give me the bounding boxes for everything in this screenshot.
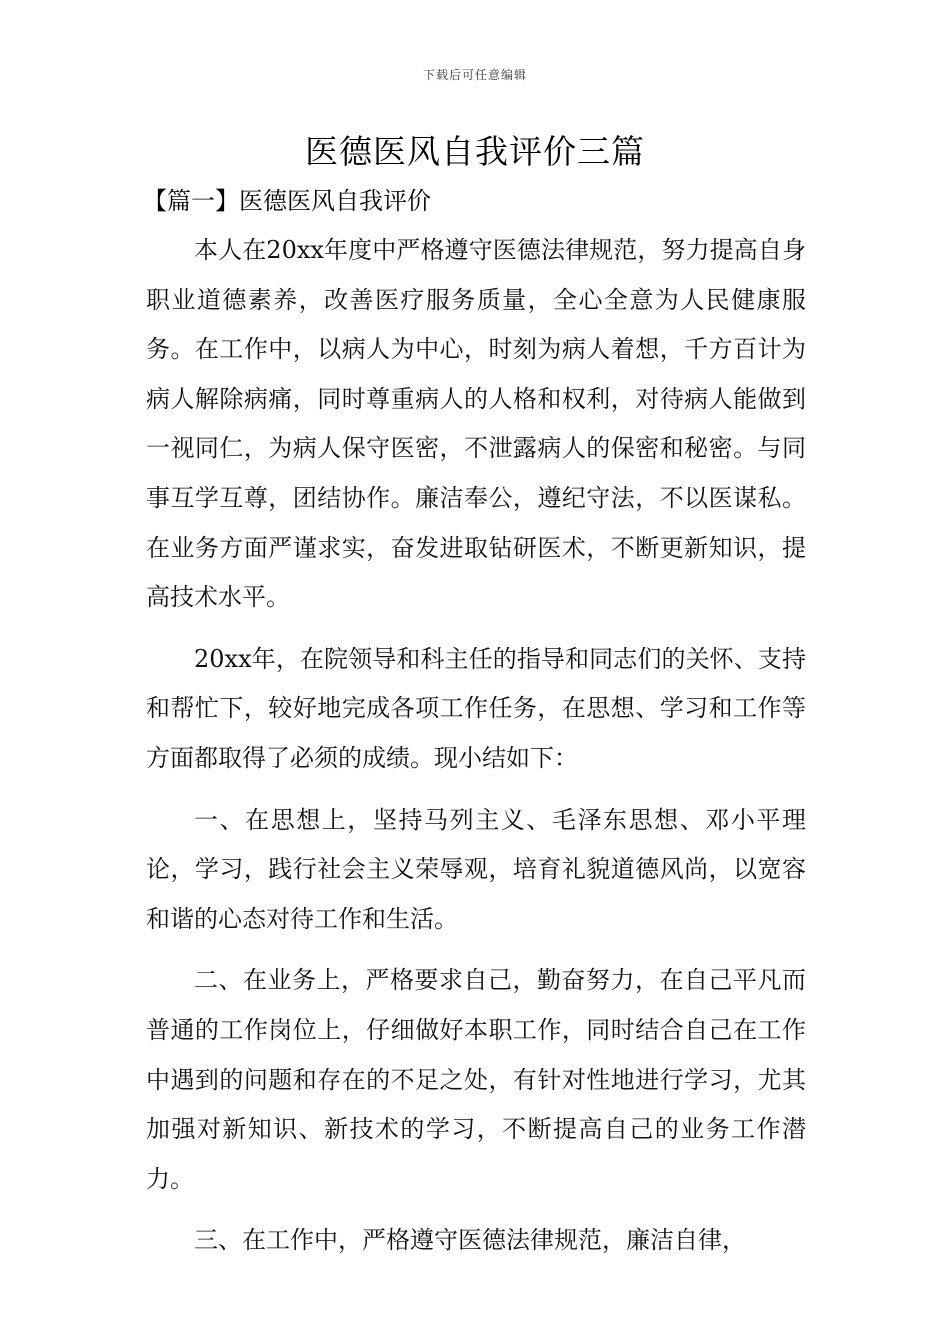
document-body [146,226,806,1278]
paragraph: 本人在20xx年度中严格遵守医德法律规范，努力提高自身职业道德素养，改善医疗服务质量，全心全意为人民健康服务。在工作中，以病人为中心，时刻为病人着想，千方百计为病人解除病痛，同时尊重病人的人格和权利，对待病人能做到一视同仁，为病人保守医密，不泄露病人的保密和秘密。与同事互学互尊，团结协作。廉洁奉公，遵纪守法，不以医谋私。在业务方面严谨求实，奋发进取钻研医术，不断更新知识，提高技术水平。 [146,236,806,612]
page-header-note: 下载后可任意编辑 [422,68,527,82]
paragraph: 三、在工作中，严格遵守医德法律规范，廉洁自律， [194,1226,746,1255]
paragraph: 一、在思想上，坚持马列主义、毛泽东思想、邓小平理论，学习，践行社会主义荣辱观，培育礼貌道德风尚，以宽容和谐的心态对待工作和生活。 [146,805,806,933]
paragraph: 20xx年，在院领导和科主任的指导和同志们的关怀、支持和帮忙下，较好地完成各项工作任务，在思想、学习和工作等方面都取得了必须的成绩。现小结如下： [146,644,806,772]
paragraph: 二、在业务上，严格要求自己，勤奋努力，在自己平凡而普通的工作岗位上，仔细做好本职工作，同时结合自己在工作中遇到的问题和存在的不足之处，有针对性地进行学习，尤其加强对新知识、新技术的学习，不断提高自己的业务工作潜力。 [146,966,806,1193]
section-heading: 【篇一】医德医风自我评价 [143,187,431,215]
document-title: 医德医风自我评价三篇 [305,132,645,171]
